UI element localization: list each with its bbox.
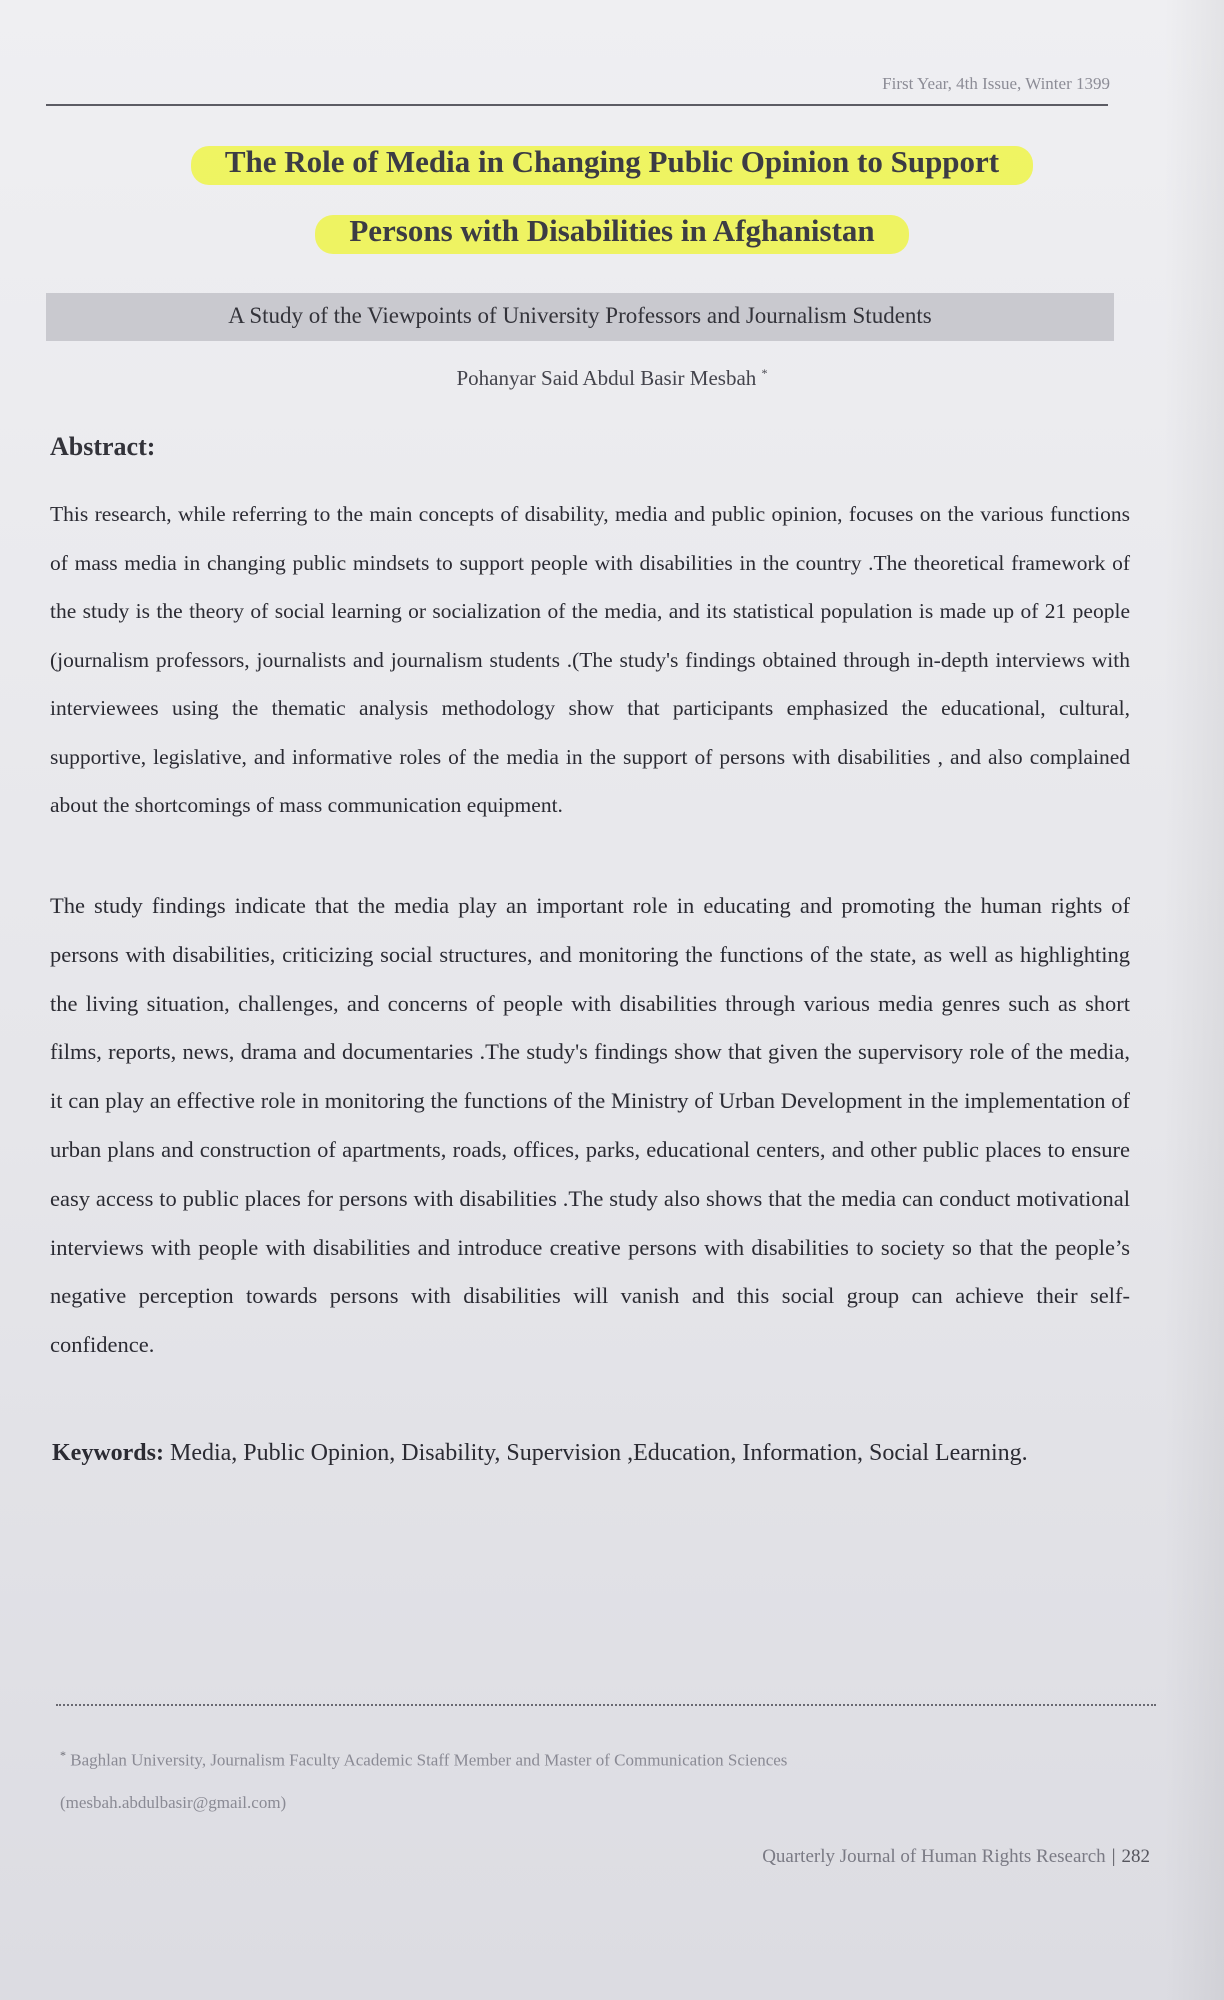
title-line-1	[0, 146, 1224, 177]
abstract-paragraph-1: This research, while referring to the main concepts of disability, media and public opinion, focuses on the various functions of mass media in changing public mindsets to support people with disabilities in the country .The theoretical framework of the study is the theory of social learning or socialization of the media, and its statistical population is made up of 21 people (journalism professors, journalists and journalism students .(The study's findings obtained through in-depth interviews with interviewees using the thematic analysis methodology show that participants emphasized the educational, cultural, supportive, legislative, and informative roles of the media in the support of persons with disabilities , and also complained about the shortcomings of mass communication equipment.	[50, 502, 1130, 817]
title-line-1-text: The Role of Media in Changing Public Opinion to Support	[211, 140, 1013, 183]
footer-separator: |	[1111, 1846, 1116, 1867]
subtitle: A Study of the Viewpoints of University Professors and Journalism Students	[228, 303, 932, 328]
keywords-line	[52, 1440, 1132, 1467]
running-head: First Year, 4th Issue, Winter 1399	[882, 74, 1110, 93]
abstract-heading: Abstract:	[50, 432, 156, 461]
footnote-affiliation: Baghlan University, Journalism Faculty Academic Staff Member and Master of Communication Sciences	[70, 1750, 788, 1770]
title-line-2-text: Persons with Disabilities in Afghanistan	[335, 209, 888, 252]
author-footnote-mark: *	[761, 366, 768, 380]
keywords-label: Keywords:	[52, 1440, 164, 1466]
page-number: 282	[1121, 1846, 1150, 1867]
page-footer	[640, 1846, 1150, 1868]
footnote-mark: *	[60, 1748, 66, 1762]
footnote-line-1	[60, 1734, 1120, 1782]
footnote-rule	[56, 1704, 1156, 1706]
article-title	[0, 0, 1224, 300]
title-line-2	[0, 215, 1224, 246]
abstract-paragraph-2: The study findings indicate that the media play an important role in educating and promoting the human rights of persons with disabilities, criticizing social structures, and monitoring the functions of the state, as well as highlighting the living situation, challenges, and concerns of people with disabilities through various media genres such as short films, reports, news, drama and documentaries .The study's findings show that given the supervisory role of the media, it can play an effective role in monitoring the functions of the Ministry of Urban Development in the implementation of urban plans and construction of apartments, roads, offices, parks, educational centers, and other public places to ensure easy access to public places for persons with disabilities .The study also shows that the media can conduct motivational interviews with people with disabilities and introduce creative persons with disabilities to society so that the people’s negative perception towards persons with disabilities will vanish and this social group can achieve their self-confidence.	[50, 893, 1130, 1358]
author-name: Pohanyar Said Abdul Basir Mesbah	[456, 366, 757, 390]
journal-name: Quarterly Journal of Human Rights Research	[762, 1846, 1106, 1867]
footnote	[60, 1734, 1120, 1824]
author-line	[0, 366, 1224, 391]
footnote-email: (mesbah.abdulbasir@gmail.com)	[60, 1792, 287, 1812]
keywords-list: Media, Public Opinion, Disability, Supervision ,Education, Information, Social Learning.	[163, 1440, 1028, 1466]
